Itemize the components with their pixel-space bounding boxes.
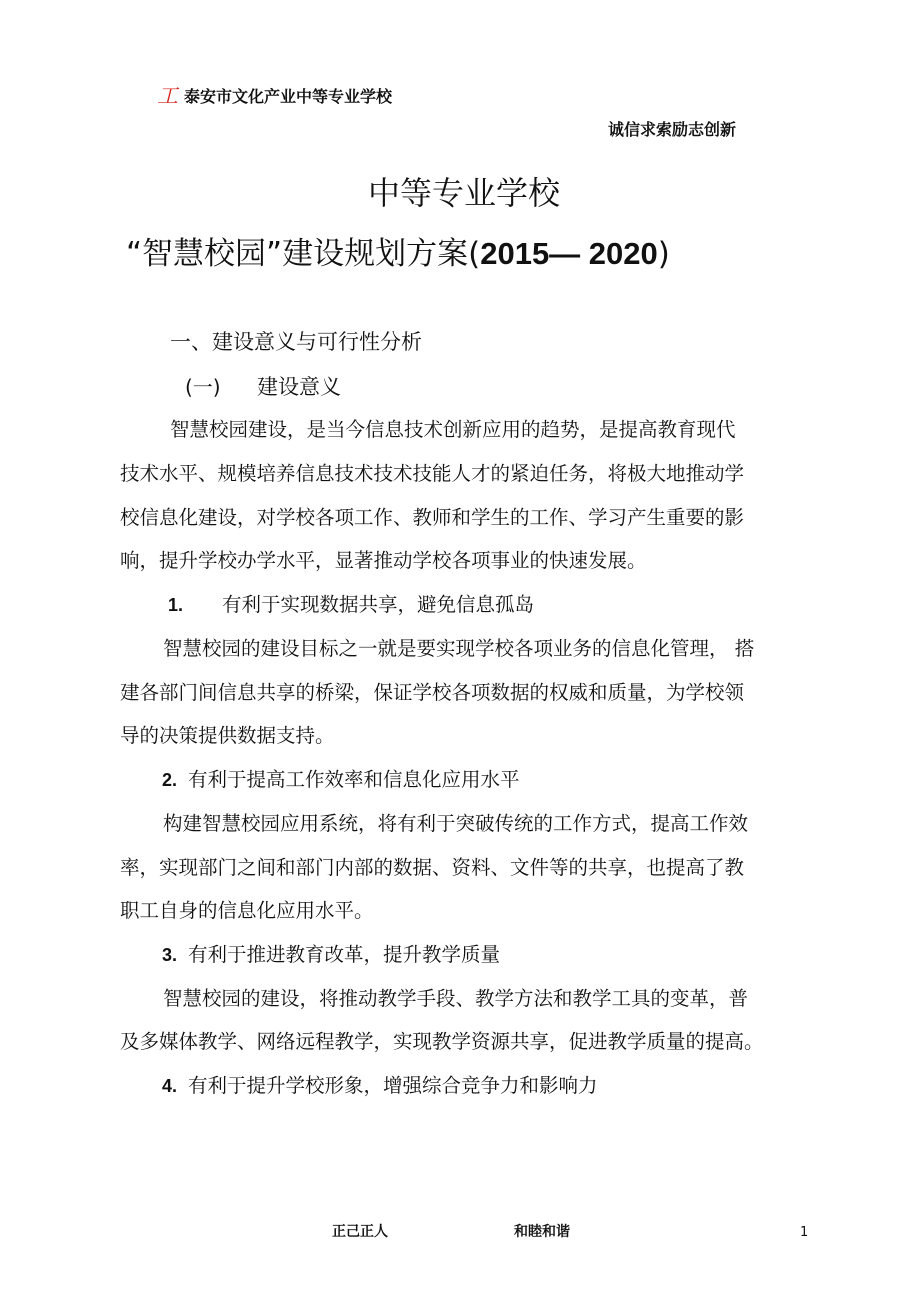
paragraph-line: 率，实现部门之间和部门内部的数据、资料、文件等的共享，也提高了教 [120,856,745,879]
paragraph-line: 导的决策提供数据支持。 [120,724,335,747]
item-number: 3. [162,945,178,965]
title-text: “智慧校园”建设规划方案( [126,236,481,272]
footer-center: 和睦和谐 [514,1224,570,1240]
paragraph-line: 建各部门间信息共享的桥梁，保证学校各项数据的权威和质量，为学校领 [120,681,745,704]
paragraph-line: 智慧校园的建设目标之一就是要实现学校各项业务的信息化管理， 搭 [163,637,755,660]
item-title: 有利于推进教育改革，提升教学质量 [188,943,501,966]
title-years: 2015— 2020 [480,236,658,271]
page-number: 1 [800,1225,809,1240]
paragraph-line: 构建智慧校园应用系统，将有利于突破传统的工作方式，提高工作效 [163,812,749,835]
subsection-number: (一) [185,375,221,399]
paragraph-line: 智慧校园的建设，将推动教学手段、教学方法和教学工具的变革，普 [163,987,749,1010]
paragraph-line: 技术水平、规模培养信息技术技术技能人才的紧迫任务，将极大地推动学 [120,462,745,485]
school-logo-icon: 工 [157,84,178,108]
paragraph-line: 及多媒体教学、网络远程教学，实现教学资源共享，促进教学质量的提高。 [120,1030,764,1053]
school-name: 泰安市文化产业中等专业学校 [184,87,393,106]
paragraph-line: 校信息化建设，对学校各项工作、教师和学生的工作、学习产生重要的影 [120,506,745,529]
document-title-line1: 中等专业学校 [367,174,560,212]
item-title: 有利于提高工作效率和信息化应用水平 [188,768,520,791]
title-close: ) [657,236,670,272]
footer-left: 正己正人 [332,1224,388,1240]
item-number: 1. [168,595,184,615]
paragraph-line: 职工自身的信息化应用水平。 [120,899,374,922]
section-heading: 一、建设意义与可行性分析 [170,330,422,354]
item-number: 4. [162,1076,178,1096]
paragraph-line: 智慧校园建设，是当今信息技术创新应用的趋势，是提高教育现代 [170,418,736,441]
document-title-line2 [126,233,670,275]
school-motto: 诚信求索励志创新 [608,120,737,139]
item-number: 2. [162,770,178,790]
item-title: 有利于提升学校形象，增强综合竞争力和影响力 [188,1074,598,1097]
paragraph-line: 响，提升学校办学水平，显著推动学校各项事业的快速发展。 [120,549,647,572]
subsection-title: 建设意义 [257,375,341,399]
item-title: 有利于实现数据共享，避免信息孤岛 [222,593,535,616]
